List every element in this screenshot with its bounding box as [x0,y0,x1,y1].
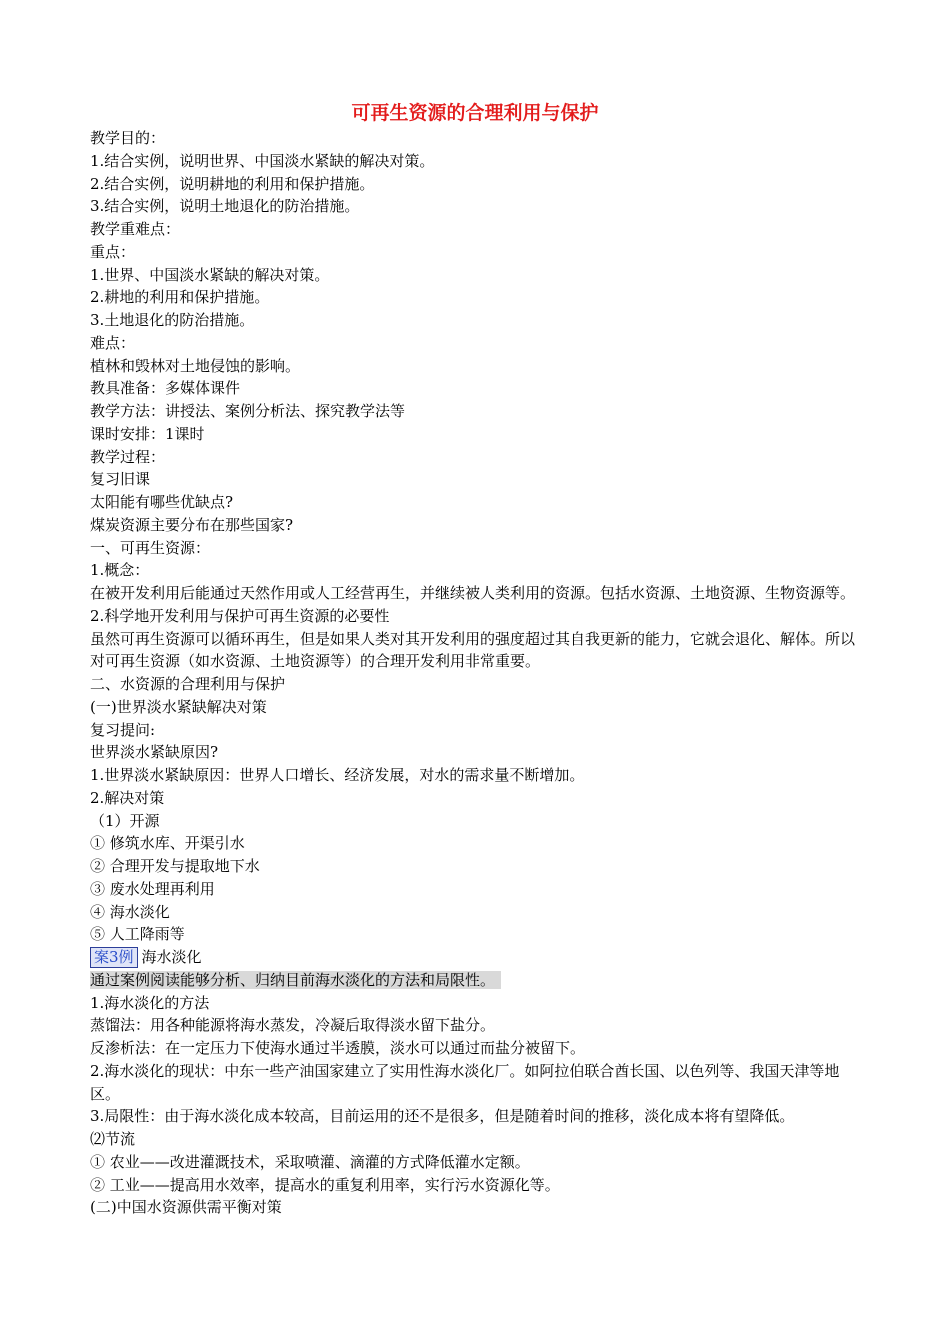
page-title: 可再生资源的合理利用与保护 [351,102,599,124]
body-line: 2.结合实例，说明耕地的利用和保护措施。 [90,174,375,193]
body-line: 太阳能有哪些优缺点? [90,493,234,511]
body-line: 蒸馏法：用各种能源将海水蒸发，冷凝后取得淡水留下盐分。 [90,1016,496,1035]
case-title: 海水淡化 [141,948,202,966]
body-line: 2.解决对策 [90,788,165,807]
body-line: 复习提问: [90,720,156,739]
body-line: 2.海水淡化的现状：中东一些产油国家建立了实用性海水淡化厂。如阿拉伯联合酋长国、以色列等、我国天津等地区。 [90,1061,840,1103]
case-line [90,946,865,969]
body-line: 1.世界、中国淡水紧缺的解决对策。 [90,265,330,284]
document-body [90,127,865,1219]
body-line: 重点： [90,242,136,261]
body-line: 1.世界淡水紧缺原因：世界人口增长、经济发展，对水的需求量不断增加。 [90,766,585,784]
body-line: ① 农业——改进灌溉技术，采取喷灌、滴灌的方式降低灌水定额。 [90,1152,530,1171]
body-line: 植林和毁林对土地侵蚀的影响。 [90,356,301,375]
body-line: 教学重难点： [90,220,181,238]
body-line: 教学目的： [90,129,166,147]
body-line: (二)中国水资源供需平衡对策 [90,1198,282,1217]
body-line: 1.概念： [90,561,150,580]
case-tag-link[interactable]: 案3例 [90,947,138,968]
case-highlight-line [90,969,865,992]
case-highlight-text: 通过案例阅读能够分析、归纳目前海水淡化的方法和局限性。 [90,971,501,989]
body-line: 在被开发利用后能通过天然作用或人工经营再生，并继续被人类利用的资源。包括水资源、土地资源、生物资源等。 [90,584,856,602]
body-line: 复习旧课 [90,470,151,489]
body-line: 课时安排：1课时 [90,424,205,443]
body-line: 教具准备：多媒体课件 [90,379,241,398]
body-line: 3.结合实例，说明土地退化的防治措施。 [90,197,360,216]
body-line: （1）开源 [90,811,160,830]
body-line: 1.结合实例，说明世界、中国淡水紧缺的解决对策。 [90,151,435,170]
body-line: 2.耕地的利用和保护措施。 [90,288,270,307]
body-line: 教学方法：讲授法、案例分析法、探究教学法等 [90,402,406,420]
body-line: ⑤ 人工降雨等 [90,925,185,944]
body-line: 3.土地退化的防治措施。 [90,311,255,329]
body-line: 1.海水淡化的方法 [90,993,210,1012]
body-line: 2.科学地开发利用与保护可再生资源的必要性 [90,606,390,625]
body-line: 一、可再生资源： [90,538,211,557]
body-line: ⑵节流 [90,1130,136,1148]
body-line: 3.局限性：由于海水淡化成本较高，目前运用的还不是很多，但是随着时间的推移，淡化成本将有望降低。 [90,1107,795,1126]
body-line: (一)世界淡水紧缺解决对策 [90,697,267,716]
body-line: 虽然可再生资源可以循环再生，但是如果人类对其开发利用的强度超过其自我更新的能力，它就会退化、解体。所以对可再生资源（如水资源、土地资源等）的合理开发利用非常重要。 [90,629,856,671]
body-lines-section-2 [90,992,865,1220]
body-line: ③ 废水处理再利用 [90,879,215,898]
body-line: ② 合理开发与提取地下水 [90,857,260,875]
body-line: 反渗析法：在一定压力下使海水通过半透膜，淡水可以通过而盐分被留下。 [90,1039,586,1057]
body-line: 难点： [90,333,136,352]
body-line: 世界淡水紧缺原因? [90,743,219,762]
body-line: 煤炭资源主要分布在那些国家? [90,515,294,534]
body-line: 教学过程： [90,447,166,466]
body-line: ④ 海水淡化 [90,902,170,921]
body-line: 二、水资源的合理利用与保护 [90,675,286,693]
body-lines-section-1 [90,127,865,946]
body-line: ② 工业——提高用水效率，提高水的重复利用率，实行污水资源化等。 [90,1175,560,1194]
body-line: ① 修筑水库、开渠引水 [90,834,245,853]
